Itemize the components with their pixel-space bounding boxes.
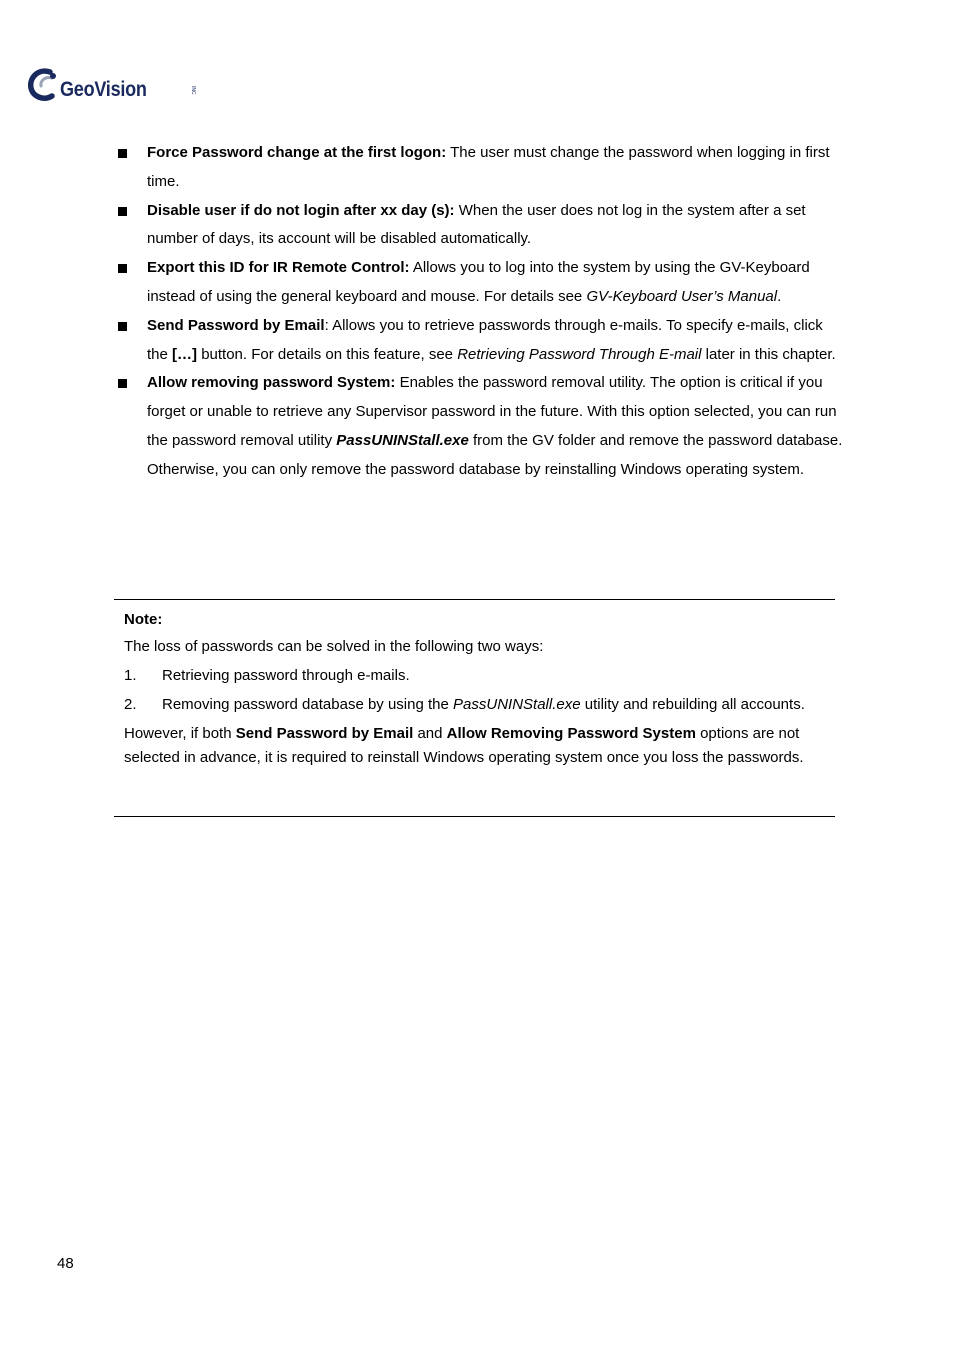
- option-desc: When the user does not log in the system after a set number of days, its account will be disabled automatically.: [147, 201, 806, 248]
- geovision-swirl-icon: [28, 66, 62, 106]
- list-item: [118, 197, 843, 255]
- square-bullet-icon: [118, 207, 127, 216]
- option-name: Send Password by Email: [235, 725, 414, 742]
- section-reference: Retrieving Password Through E-mail: [457, 345, 702, 363]
- option-name: Allow Removing Password System: [446, 725, 696, 742]
- list-number: 1.: [124, 667, 137, 684]
- note-title: Note:: [124, 611, 163, 628]
- option-term: Send Password by Email: [147, 316, 325, 334]
- note-list: [124, 664, 825, 717]
- option-term: Export this ID for IR Remote Control:: [147, 259, 410, 277]
- option-term: Allow removing password System:: [147, 374, 396, 392]
- list-item: [118, 312, 843, 370]
- list-item: [118, 254, 843, 312]
- option-desc: Enables the password removal utility. The option is critical if you forget or unable to retrieve any Supervisor password in the future. With this option selected, you can run the password removal utility: [147, 374, 837, 449]
- square-bullet-icon: [118, 379, 127, 388]
- list-item: [118, 139, 843, 197]
- option-bullet-list: [118, 139, 843, 485]
- logo-inc-mark: INC: [190, 86, 196, 95]
- page-number: 48: [57, 1255, 74, 1272]
- note-intro: The loss of passwords can be solved in the following two ways:: [124, 638, 544, 655]
- option-desc-end: later in this chapter.: [701, 345, 836, 363]
- square-bullet-icon: [118, 322, 127, 331]
- geovision-logo: [28, 66, 196, 106]
- note-item-text: Removing password database by using the: [162, 696, 454, 713]
- option-desc: The user must change the password when logging in first time.: [147, 144, 830, 190]
- browse-button-label: […]: [172, 345, 198, 363]
- option-desc: Allows you to log into the system by using the GV-Keyboard instead of using the general keyboard and mouse. For details see: [147, 259, 810, 305]
- list-number: 2.: [124, 696, 137, 713]
- note-footer: However, if both Send Password by Email and Allow Removing Password System options are not selected in advance, it is required to reinstall Windows operating system once you loss the passwords.: [124, 725, 804, 766]
- option-term: Force Password change at the first logon:: [147, 144, 447, 161]
- option-desc-end: .: [777, 287, 782, 305]
- logo-wordmark: GeoVision: [60, 78, 147, 101]
- option-desc: button. For details on this feature, see: [197, 345, 458, 363]
- note-item-text: utility and rebuilding all accounts.: [580, 696, 805, 713]
- list-item: [124, 664, 825, 688]
- utility-name: PassUNINStall.exe: [336, 431, 469, 449]
- option-term: Disable user if do not login after xx day (s):: [147, 201, 455, 219]
- list-item: [118, 369, 843, 484]
- manual-reference: GV-Keyboard User’s Manual: [586, 287, 778, 305]
- note-item-text: Retrieving password through e-mails.: [162, 667, 410, 684]
- square-bullet-icon: [118, 149, 127, 158]
- note-box: [114, 599, 835, 817]
- option-desc: from the GV folder and remove the password database. Otherwise, you can only remove the password database by reinstalling Windows operating system.: [147, 431, 843, 478]
- option-desc: : Allows you to retrieve passwords through e-mails. To specify e-mails, click the: [147, 316, 823, 363]
- list-item: [124, 693, 825, 717]
- square-bullet-icon: [118, 264, 127, 273]
- utility-name: PassUNINStall.exe: [453, 696, 581, 713]
